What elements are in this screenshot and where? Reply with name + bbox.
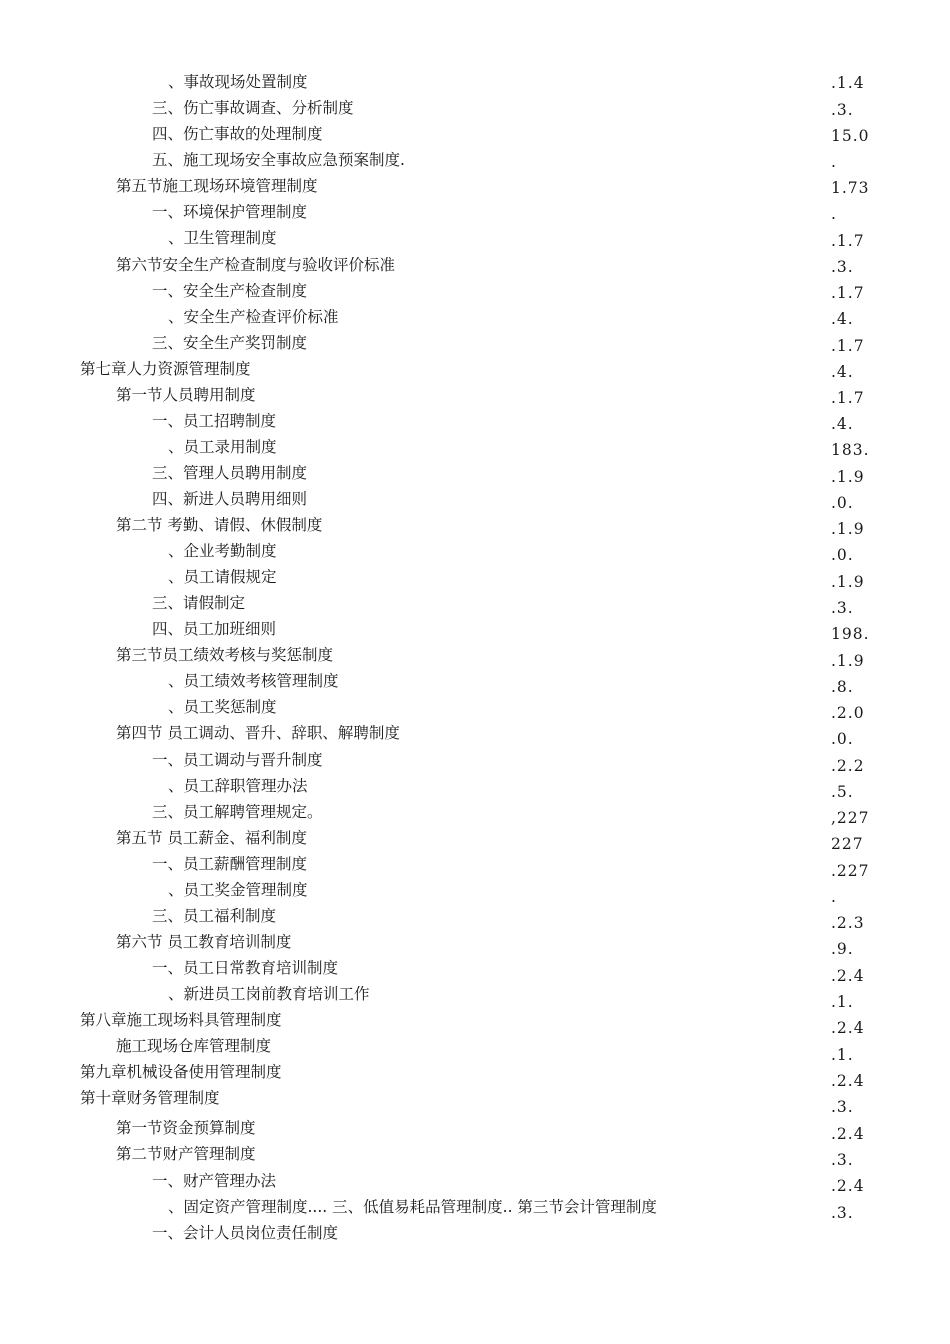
page-number: .1. [831,1046,854,1064]
page-number: .8. [831,678,854,696]
page-number: 183. [831,441,870,459]
toc-section: 第六节 员工教育培训制度 [116,933,292,951]
toc-entry: 一、财产管理办法 [152,1172,277,1190]
page-number: .0. [831,546,854,564]
toc-entry: 三、请假制定 [152,594,246,612]
page-number: .3. [831,1098,854,1116]
toc-entry: 、员工奖惩制度 [168,698,277,716]
toc-entry: 一、会计人员岗位责任制度 [152,1224,339,1242]
page-number: .9. [831,940,854,958]
page-number: 227 [831,835,864,853]
page-number: .4. [831,415,854,433]
page-number: . [831,153,837,171]
toc-chapter: 第八章施工现场料具管理制度 [80,1011,282,1029]
page-number: .2.3 [831,914,865,932]
page-number: 15.0 [831,127,870,145]
toc-entry: 、员工奖金管理制度 [168,881,308,899]
toc-section: 第一节人员聘用制度 [116,386,256,404]
page-number: .1.7 [831,389,865,407]
page-number: .4. [831,310,854,328]
page-number: .1.4 [831,74,865,92]
toc-entry: 、员工录用制度 [168,438,277,456]
toc-section: 第六节安全生产检查制度与验收评价标准 [116,256,396,274]
page-number: .2.2 [831,757,865,775]
toc-entry: 三、员工福利制度 [152,907,277,925]
page-number: .0. [831,494,854,512]
page-number: .227 [831,862,870,880]
toc-entry: 、企业考勤制度 [168,542,277,560]
toc-entry: 、员工辞职管理办法 [168,777,308,795]
page-number: .3. [831,1151,854,1169]
page-number: .3. [831,101,854,119]
toc-section: 第二节 考勤、请假、休假制度 [116,516,323,534]
page-number: 198. [831,625,870,643]
page-number: .3. [831,258,854,276]
page-number: . [831,205,837,223]
toc-entry: 一、员工日常教育培训制度 [152,959,339,977]
toc-entry: 、员工绩效考核管理制度 [168,672,339,690]
page-number: .1.7 [831,232,865,250]
page-number: .1.9 [831,573,865,591]
toc-entry: 三、员工解聘管理规定。 [152,803,323,821]
page-number: .1.9 [831,652,865,670]
page-number: .1.9 [831,468,865,486]
page-number: .2.4 [831,967,865,985]
page-number: .2.4 [831,1072,865,1090]
page-number: .0. [831,730,854,748]
page-number: .2.4 [831,1125,865,1143]
page-number: . [831,888,837,906]
toc-section: 第一节资金预算制度 [116,1119,256,1137]
toc-entry: 四、员工加班细则 [152,620,277,638]
page-number: .1.7 [831,284,865,302]
toc-entry: 、员工请假规定 [168,568,277,586]
page-number: .1. [831,993,854,1011]
toc-section: 第五节施工现场环境管理制度 [116,177,318,195]
page-number: .5. [831,783,854,801]
toc-entry: 一、安全生产检查制度 [152,282,308,300]
toc-entry: 四、新进人员聘用细则 [152,490,308,508]
page-number: ,227 [831,809,870,827]
page-number: .2.0 [831,704,865,722]
toc-entry: 一、环境保护管理制度 [152,203,308,221]
toc-chapter: 第九章机械设备使用管理制度 [80,1063,282,1081]
toc-section: 第四节 员工调动、晋升、辞职、解聘制度 [116,724,400,742]
page-number: .4. [831,363,854,381]
page-number: .2.4 [831,1177,865,1195]
toc-entry: 、安全生产检查评价标准 [168,308,339,326]
page-number: .3. [831,599,854,617]
toc-section: 施工现场仓库管理制度 [116,1037,272,1055]
toc-entry: 四、伤亡事故的处理制度 [152,125,323,143]
page-number: .2.4 [831,1019,865,1037]
toc-section: 第二节财产管理制度 [116,1145,256,1163]
toc-entry: 、卫生管理制度 [168,229,277,247]
toc-entry: 、新进员工岗前教育培训工作 [168,985,370,1003]
toc-entry: 三、管理人员聘用制度 [152,464,308,482]
toc-entry: 三、伤亡事故调查、分析制度 [152,99,354,117]
toc-entry: 一、员工调动与晋升制度 [152,751,323,769]
page-number: 1.73 [831,179,870,197]
toc-entry: 五、施工现场安全事故应急预案制度. [152,151,405,169]
toc-entry: 、固定资产管理制度.... 三、低值易耗品管理制度.. 第三节会计管理制度 [168,1198,657,1216]
toc-chapter: 第七章人力资源管理制度 [80,360,251,378]
toc-entry: 、事故现场处置制度 [168,73,308,91]
toc-entry: 三、安全生产奖罚制度 [152,334,308,352]
page-number: .1.7 [831,337,865,355]
page-number: .1.9 [831,520,865,538]
toc-section: 第三节员工绩效考核与奖惩制度 [116,646,334,664]
toc-entry: 一、员工薪酬管理制度 [152,855,308,873]
page-number: .3. [831,1204,854,1222]
toc-entry: 一、员工招聘制度 [152,412,277,430]
toc-section: 第五节 员工薪金、福利制度 [116,829,307,847]
toc-chapter: 第十章财务管理制度 [80,1089,220,1107]
